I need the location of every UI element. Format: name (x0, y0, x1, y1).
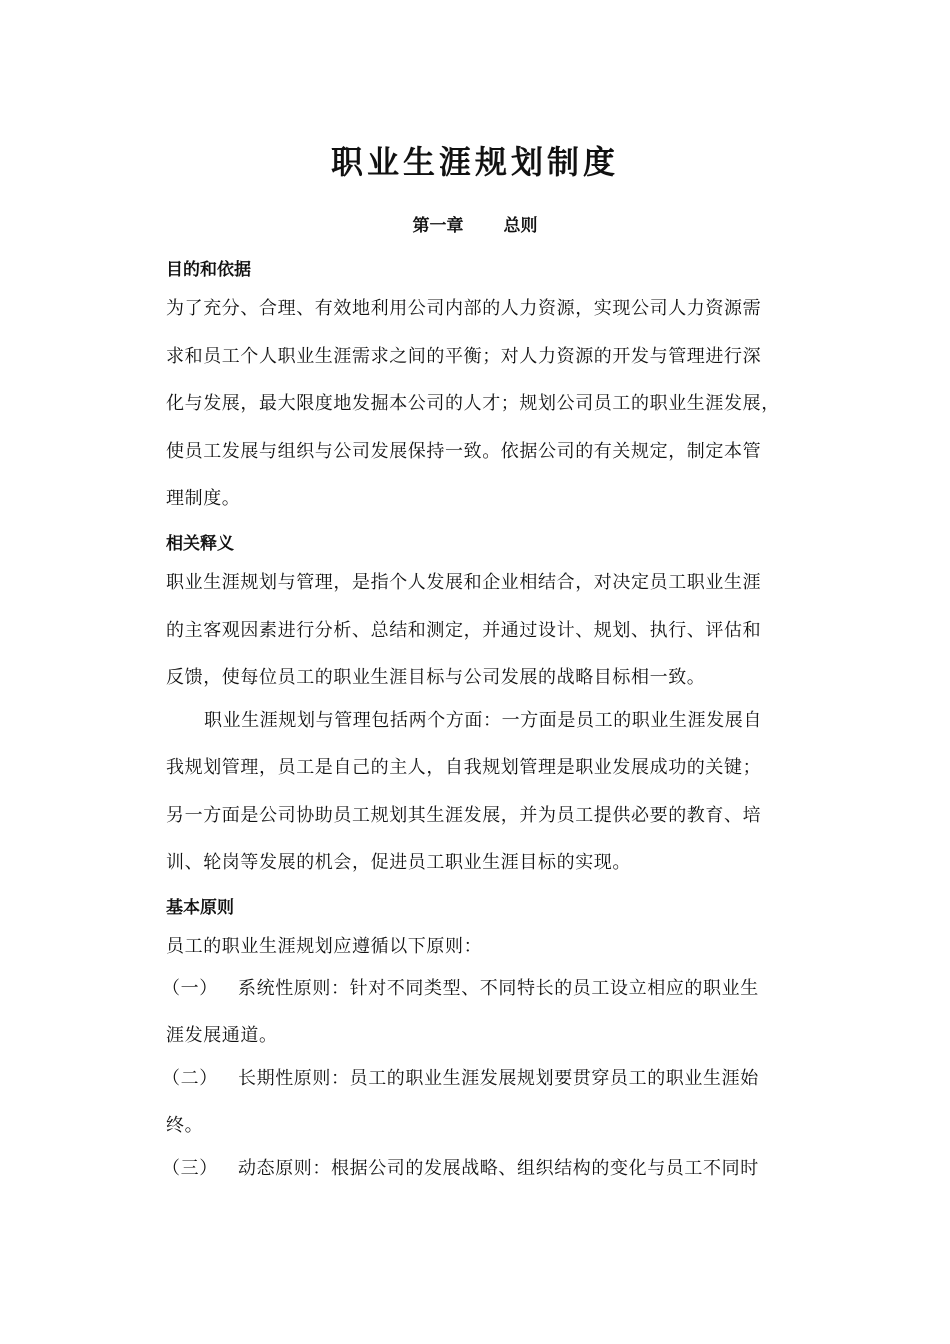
list-item-number: （一） (162, 978, 218, 999)
paragraph-line: 职业生涯规划与管理，是指个人发展和企业相结合，对决定员工职业生涯 (166, 572, 762, 593)
paragraph-line: 求和员工个人职业生涯需求之间的平衡；对人力资源的开发与管理进行深 (166, 346, 762, 367)
paragraph-line: 化与发展，最大限度地发掘本公司的人才；规划公司员工的职业生涯发展， (166, 393, 780, 414)
list-item (162, 1064, 806, 1094)
list-item-text: 长期性原则：员工的职业生涯发展规划要贯穿员工的职业生涯始 (238, 1068, 759, 1089)
list-item-text: 系统性原则：针对不同类型、不同特长的员工设立相应的职业生 (238, 978, 759, 999)
list-item (162, 974, 806, 1004)
list-item-continuation: 涯发展通道。 (166, 1025, 278, 1046)
paragraph-line: 反馈，使每位员工的职业生涯目标与公司发展的战略目标相一致。 (166, 667, 706, 688)
paragraph-line: 另一方面是公司协助员工规划其生涯发展，并为员工提供必要的教育、培 (166, 805, 762, 826)
chapter-heading (0, 212, 950, 240)
list-item (162, 1154, 806, 1184)
paragraph-line: 为了充分、合理、有效地利用公司内部的人力资源，实现公司人力资源需 (166, 298, 762, 319)
section-heading-principles: 基本原则 (166, 898, 234, 918)
document-title: 职业生涯规划制度 (330, 143, 619, 181)
list-item-number: （二） (162, 1068, 218, 1089)
paragraph-line: 的主客观因素进行分析、总结和测定，并通过设计、规划、执行、评估和 (166, 620, 762, 641)
paragraph-line: 我规划管理，员工是自己的主人，自我规划管理是职业发展成功的关键； (166, 757, 762, 778)
paragraph-line: 训、轮岗等发展的机会，促进员工职业生涯目标的实现。 (166, 852, 631, 873)
list-item-text: 动态原则：根据公司的发展战略、组织结构的变化与员工不同时 (238, 1158, 759, 1179)
list-item-continuation: 终。 (166, 1115, 204, 1136)
paragraph-line: 职业生涯规划与管理包括两个方面：一方面是员工的职业生涯发展自 (204, 710, 762, 731)
paragraph-line: 员工的职业生涯规划应遵循以下原则： (166, 936, 483, 957)
list-item-number: （三） (162, 1158, 218, 1179)
section-heading-definitions: 相关释义 (166, 534, 234, 554)
chapter-number: 第一章 (412, 216, 464, 236)
chapter-name: 总则 (503, 216, 538, 236)
section-heading-purpose: 目的和依据 (166, 260, 251, 280)
paragraph-line: 理制度。 (166, 488, 241, 509)
paragraph-line: 使员工发展与组织与公司发展保持一致。依据公司的有关规定，制定本管 (166, 441, 762, 462)
